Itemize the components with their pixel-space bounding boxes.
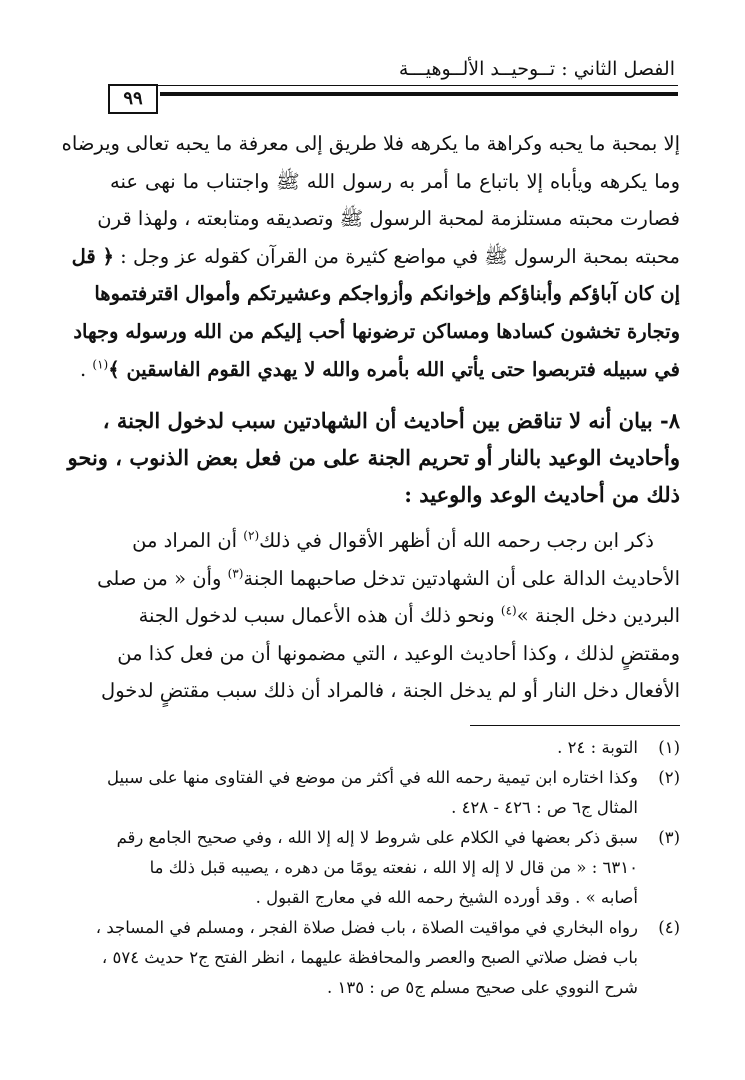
- body-line-text: محبته بمحبة الرسول ﷺ في مواضع كثيرة من القرآن كقوله عز وجل :: [120, 244, 680, 268]
- footnote-separator: [470, 725, 680, 726]
- para-line: ومقتضٍ لذلك ، وكذا أحاديث الوعيد ، التي مضمونها أن من فعل كذا من: [117, 641, 680, 665]
- footnote-ref: (٢): [243, 528, 260, 543]
- footnote-text: [110, 733, 638, 763]
- footnote-ref: (٤): [500, 603, 517, 618]
- page-number: ٩٩: [108, 84, 158, 114]
- verse-text: في سبيله فتربصوا حتى يأتي الله بأمره والله لا يهدي القوم الفاسقين ﴾: [108, 357, 680, 381]
- para-text: ونحو ذلك أن هذه الأعمال سبب لدخول الجنة: [138, 604, 501, 628]
- header-rule-thick: [160, 92, 678, 96]
- footnote-ref: (١): [92, 357, 109, 372]
- para-line: [110, 522, 680, 560]
- header-rule-thin: [108, 85, 678, 86]
- footnotes: [95, 733, 680, 1003]
- verse-end-punct: .: [80, 357, 93, 381]
- footnote-ref: (٣): [227, 566, 244, 581]
- footnote-number: (٤): [658, 918, 680, 937]
- footnote-line: باب فضل صلاتي الصبح والعصر والمحافظة عليهما ، انظر الفتح ج٢ حديث ٥٧٤ ،: [101, 948, 638, 967]
- verse-line-last: [80, 351, 680, 389]
- body-line: [71, 238, 680, 276]
- body-line: وما يكرهه ويأباه إلا باتباع ما أمر به رسول الله ﷺ واجتناب ما نهى عنه: [110, 169, 680, 193]
- body-line: إلا بمحبة ما يحبه وكراهة ما يكرهه فلا طريق إلى معرفة ما يحبه تعالى ويرضاه: [61, 132, 680, 155]
- para-text: وأن « من صلى: [97, 566, 228, 590]
- body-paragraph: [61, 125, 680, 388]
- para-text: البردين دخل الجنة »: [516, 604, 680, 628]
- heading-line: ذلك من أحاديث الوعد والوعيد :: [404, 482, 680, 507]
- para-text: الأحاديث الدالة على أن الشهادتين تدخل صاحبهما الجنة: [243, 566, 680, 590]
- footnote: [106, 763, 680, 823]
- footnote-number: (١): [658, 738, 680, 757]
- verse-line: إن كان آباؤكم وأبناؤكم وإخوانكم وأزواجكم وعشيرتكم وأموال اقترفتموها: [94, 282, 680, 306]
- footnote-text: [106, 763, 638, 823]
- footnote-line: أصابه » . وقد أورده الشيخ رحمه الله في معارج القبول .: [255, 888, 638, 907]
- footnote-line: التوبة : ٢٤ .: [557, 738, 638, 757]
- footnote-text: [95, 913, 638, 1003]
- chapter-title: الفصل الثاني : تــوحيــد الألــوهيـــة: [398, 58, 675, 80]
- footnote-line: وكذا اختاره ابن تيمية رحمه الله في أكثر من موضع في الفتاوى منها على سبيل: [106, 768, 638, 787]
- para-text: أن المراد من: [132, 529, 244, 552]
- verse-open: ﴿ قل: [71, 244, 114, 268]
- footnote-line: شرح النووي على صحيح مسلم ج٥ ص : ١٣٥ .: [326, 978, 638, 997]
- body-paragraph-2: [97, 522, 680, 710]
- heading-line: ٨- بيان أنه لا تناقض بين أحاديث أن الشهادتين سبب لدخول الجنة ،: [102, 408, 680, 433]
- footnote: [110, 823, 680, 913]
- footnote-number: (٢): [658, 768, 680, 787]
- footnote-text: [110, 823, 638, 913]
- footnote-line: المثال ج٦ ص : ٤٢٦ - ٤٢٨ .: [451, 798, 638, 817]
- footnote: [95, 913, 680, 1003]
- section-heading: [67, 402, 680, 513]
- footnote-number: (٣): [658, 828, 680, 847]
- para-line: [110, 597, 680, 635]
- footnote-line: ٦٣١٠ : « من قال لا إله إلا الله ، نفعته يومًا من دهره ، يصيبه قبل ذلك ما: [149, 858, 638, 877]
- footnote-line: رواه البخاري في مواقيت الصلاة ، باب فضل صلاة الفجر ، ومسلم في المساجد ،: [95, 918, 638, 937]
- footnote: [110, 733, 680, 763]
- para-line: [97, 560, 680, 598]
- para-line: الأفعال دخل النار أو لم يدخل الجنة ، فالمراد أن ذلك سبب مقتضٍ لدخول: [101, 679, 680, 703]
- body-line: فصارت محبته مستلزمة لمحبة الرسول ﷺ وتصديقه ومتابعته ، ولهذا قرن: [97, 207, 680, 231]
- verse-line: وتجارة تخشون كسادها ومساكن ترضونها أحب إليكم من الله ورسوله وجهاد: [73, 319, 680, 343]
- heading-line: وأحاديث الوعيد بالنار أو تحريم الجنة على من فعل بعض الذنوب ، ونحو: [67, 445, 680, 470]
- footnote-line: سبق ذكر بعضها في الكلام على شروط لا إله إلا الله ، وفي صحيح الجامع رقم: [116, 828, 638, 847]
- para-text: ذكر ابن رجب رحمه الله أن أظهر الأقوال في ذلك: [259, 529, 654, 552]
